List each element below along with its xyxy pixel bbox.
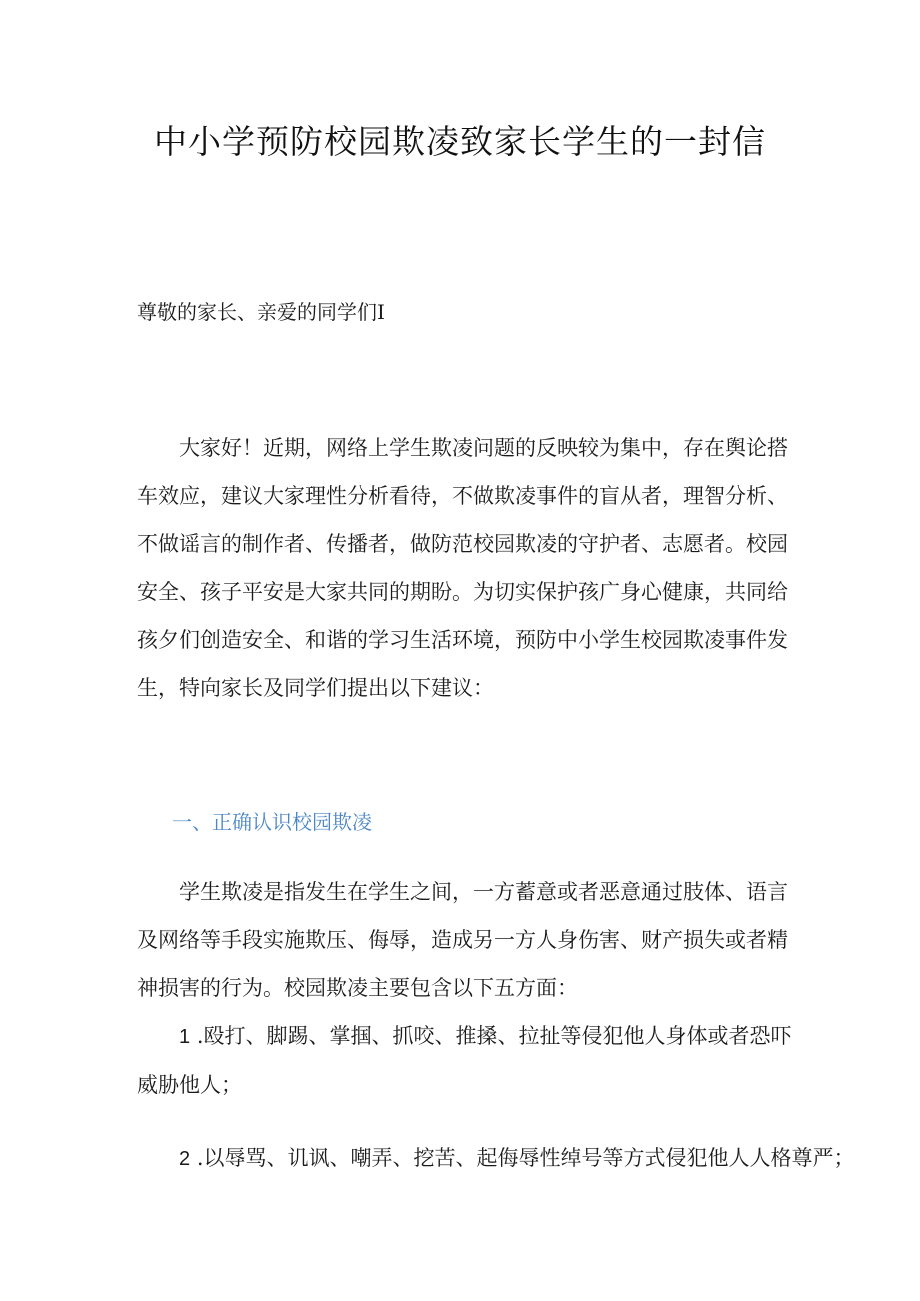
intro-paragraph: 大家好！近期，网络上学生欺凌问题的反映较为集中，存在舆论搭车效应，建议大家理性分析看待，不做欺凌事件的盲从者，理智分析、不做谣言的制作者、传播者，做防范校园欺凌的守护者、志愿者。校园安全、孩子平安是大家共同的期盼。为切实保护孩广身心健康，共同给孩夕们创造安全、和谐的学习生活环境，预防中小学生校园欺凌事件发生，特向家长及同学们提出以下建议：: [137, 436, 788, 700]
list-item-number: 2: [179, 1148, 191, 1170]
list-item: [137, 1134, 855, 1183]
list-item-text: .殴打、脚踢、掌掴、抓咬、推搡、拉扯等侵犯他人身体或者恐吓威胁他人；: [137, 1024, 792, 1097]
section-heading-1: 一、正确认识校园欺凌: [172, 810, 372, 834]
list-item-text: .以辱骂、讥讽、嘲弄、挖苦、起侮辱性绰号等方式侵犯他人人格尊严；: [196, 1146, 855, 1170]
document-title: 中小学预防校园欺凌致家长学生的一封信: [154, 122, 766, 161]
list-item: [137, 1012, 801, 1109]
list-item-number: 1: [179, 1026, 191, 1048]
definition-paragraph: 学生欺凌是指发生在学生之间，一方蓄意或者恶意通过肢体、语言及网络等手段实施欺压、侮辱，造成另一方人身伤害、财产损失或者精神损害的行为。校园欺凌主要包含以下五方面：: [137, 880, 788, 1000]
salutation: 尊敬的家长、亲爱的同学们I: [137, 300, 385, 324]
